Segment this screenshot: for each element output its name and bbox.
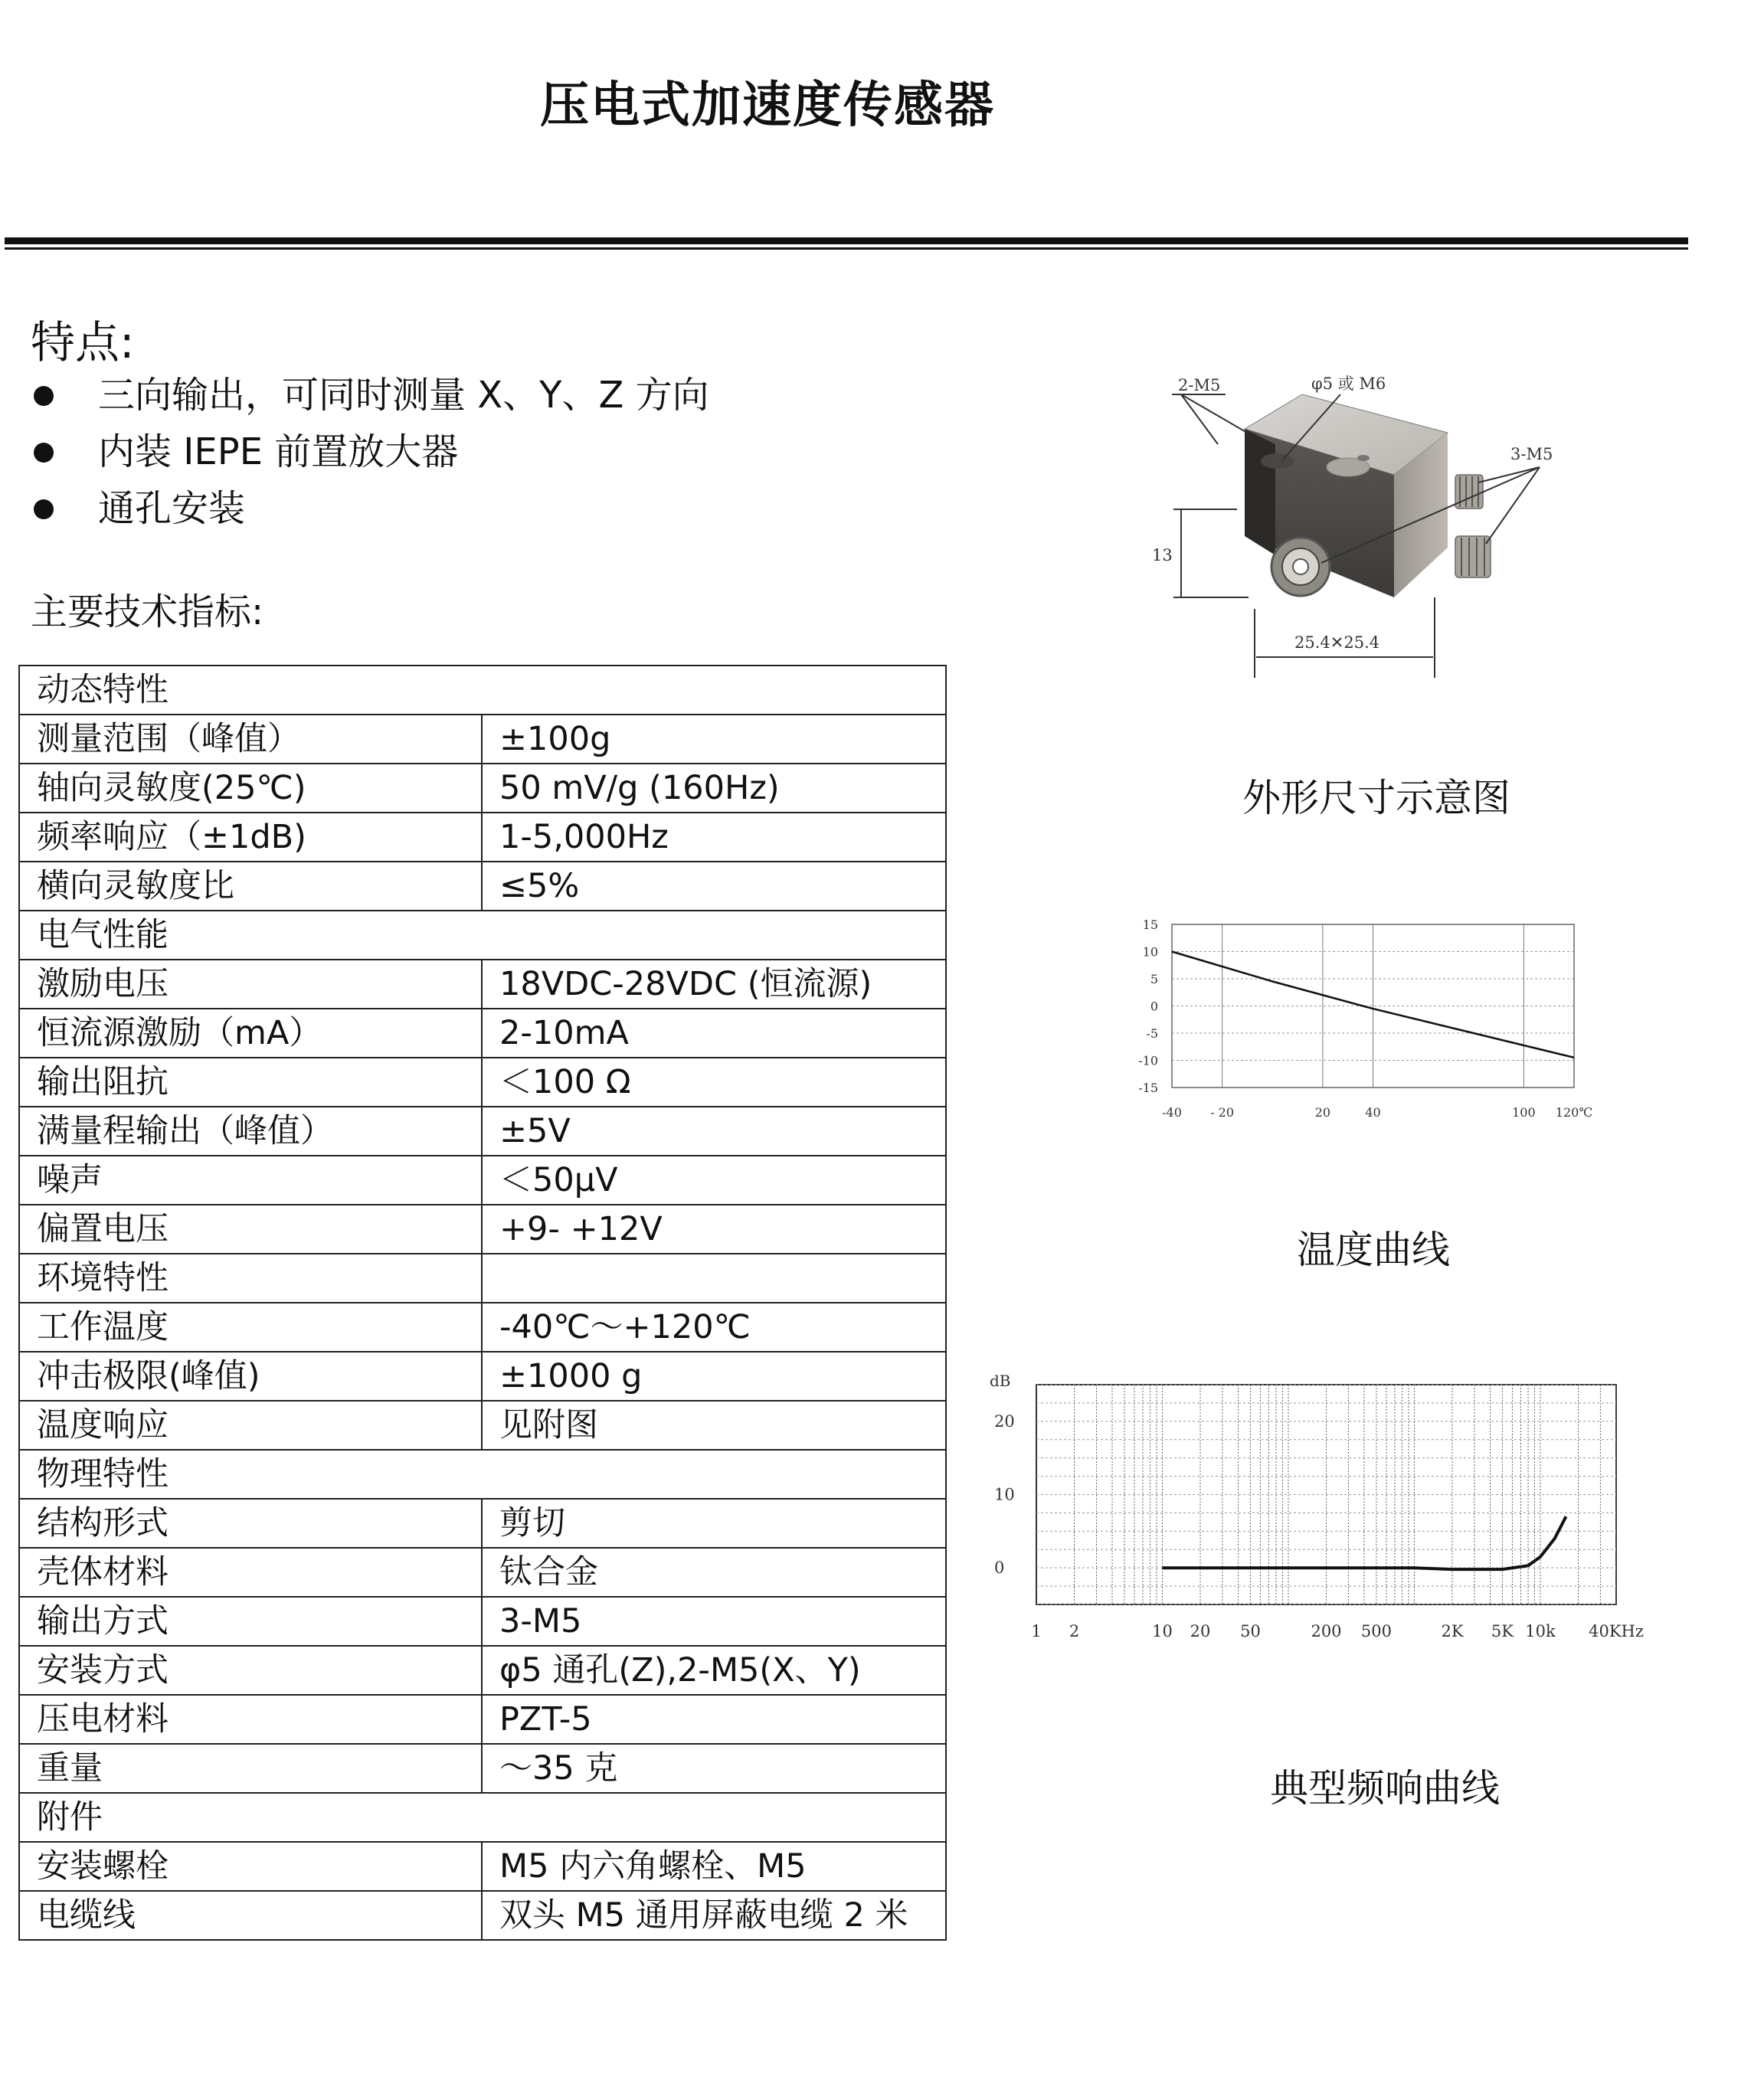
spec-value: +9- +12V [482, 1205, 946, 1254]
x-tick-label: 10 [1152, 1622, 1173, 1640]
spec-key: 横向灵敏度比 [19, 862, 482, 911]
y-tick-label: 10 [1142, 944, 1158, 960]
bullet-icon [34, 499, 54, 519]
spec-row [19, 1744, 946, 1793]
x-tick-label: - 20 [1210, 1105, 1235, 1120]
spec-key: 轴向灵敏度(25℃) [19, 764, 482, 813]
spec-key: 测量范围（峰值） [19, 715, 482, 764]
label-base: 25.4✕25.4 [1294, 633, 1380, 652]
x-tick-label: 40 [1365, 1105, 1381, 1120]
spec-value: ±5V [482, 1107, 946, 1156]
y-tick-label: 10 [994, 1485, 1015, 1504]
y-tick-label: 15 [1142, 917, 1158, 932]
spec-value: 剪切 [482, 1499, 946, 1548]
x-tick-label: 5K [1491, 1622, 1514, 1640]
spec-key: 安装方式 [19, 1646, 482, 1695]
spec-row [19, 1058, 946, 1107]
spec-key: 结构形式 [19, 1499, 482, 1548]
spec-key: 壳体材料 [19, 1548, 482, 1597]
x-tick-label: 20 [1190, 1622, 1211, 1640]
spec-value: ±100g [482, 715, 946, 764]
spec-row [19, 1499, 946, 1548]
feature-item: 内装 IEPE 前置放大器 [31, 429, 709, 486]
spec-value: ＜50μV [482, 1156, 946, 1205]
sensor-drawing [1141, 360, 1570, 689]
bullet-icon [34, 443, 54, 463]
frequency-chart-caption: 典型频响曲线 [1270, 1766, 1500, 1810]
y-tick-label: 0 [1150, 999, 1158, 1014]
spec-value: 钛合金 [482, 1548, 946, 1597]
spec-key: 冲击极限(峰值) [19, 1352, 482, 1401]
x-tick-label: 1 [1031, 1622, 1042, 1640]
sensor-body [1245, 394, 1491, 597]
spec-key: 频率响应（±1dB) [19, 813, 482, 862]
spec-key: 满量程输出（峰值） [19, 1107, 482, 1156]
spec-row [19, 1695, 946, 1744]
page-title: 压电式加速度传感器 [540, 77, 995, 134]
features-heading: 特点: [31, 316, 135, 368]
spec-row [19, 960, 946, 1009]
spec-key: 温度响应 [19, 1401, 482, 1450]
spec-row [19, 1352, 946, 1401]
spec-row [19, 1548, 946, 1597]
spec-value: 2-10mA [482, 1009, 946, 1058]
spec-value: 50 mV/g (160Hz) [482, 764, 946, 813]
spec-section-row [19, 1793, 946, 1842]
spec-value: M5 内六角螺栓、M5 [482, 1842, 946, 1891]
frequency-curve [1163, 1516, 1566, 1569]
spec-section-row [19, 1450, 946, 1499]
temperature-chart [1111, 908, 1609, 1137]
label-3-m5: 3-M5 [1510, 445, 1553, 463]
spec-value: ～35 克 [482, 1744, 946, 1793]
sensor-figure-caption: 外形尺寸示意图 [1242, 776, 1510, 820]
spec-value: 3-M5 [482, 1597, 946, 1646]
spec-value: ±1000 g [482, 1352, 946, 1401]
spec-section-title: 电气性能 [19, 911, 946, 960]
spec-value: 1-5,000Hz [482, 813, 946, 862]
spec-section-title: 动态特性 [19, 666, 946, 715]
spec-key: 重量 [19, 1744, 482, 1793]
spec-value [482, 1254, 946, 1303]
spec-row [19, 1009, 946, 1058]
label-height: 13 [1152, 546, 1173, 564]
spec-key: 压电材料 [19, 1695, 482, 1744]
spec-value: 18VDC-28VDC (恒流源) [482, 960, 946, 1009]
spec-row [19, 715, 946, 764]
spec-row [19, 1401, 946, 1450]
spec-row [19, 1205, 946, 1254]
spec-section-title: 物理特性 [19, 1450, 946, 1499]
x-tick-label: -40 [1162, 1105, 1182, 1120]
y-tick-label: 20 [994, 1411, 1015, 1431]
label-2-m5: 2-M5 [1178, 376, 1221, 394]
x-tick-label: 10k [1525, 1622, 1556, 1640]
y-axis-label: dB [990, 1372, 1011, 1390]
spec-section-row [19, 911, 946, 960]
spec-value: ＜100 Ω [482, 1058, 946, 1107]
y-tick-label: -5 [1146, 1026, 1158, 1041]
spec-key: 环境特性 [19, 1254, 482, 1303]
spec-key: 噪声 [19, 1156, 482, 1205]
y-tick-label: 0 [994, 1559, 1005, 1578]
header-rule [5, 237, 1688, 244]
spec-row [19, 813, 946, 862]
x-tick-label: 200 [1311, 1622, 1342, 1640]
spec-row [19, 1842, 946, 1891]
bullet-icon [34, 386, 54, 406]
spec-key: 偏置电压 [19, 1205, 482, 1254]
feature-item: 三向输出，可同时测量 X、Y、Z 方向 [31, 372, 709, 429]
spec-row [19, 1646, 946, 1695]
x-tick-label: 2 [1069, 1622, 1080, 1640]
y-tick-label: -15 [1138, 1081, 1158, 1095]
feature-item: 通孔安装 [31, 486, 709, 542]
spec-row [19, 862, 946, 911]
spec-key: 输出阻抗 [19, 1058, 482, 1107]
x-tick-label: 20 [1314, 1105, 1331, 1120]
temperature-chart-caption: 温度曲线 [1297, 1228, 1450, 1272]
spec-row [19, 764, 946, 813]
spec-value: -40℃～+120℃ [482, 1303, 946, 1352]
spec-section-title: 附件 [19, 1793, 946, 1842]
spec-row [19, 1156, 946, 1205]
frequency-chart [988, 1371, 1662, 1662]
spec-value: ≤5% [482, 862, 946, 911]
y-tick-label: -10 [1138, 1053, 1158, 1068]
header-rule-thin [5, 247, 1688, 250]
label-phi5-m6: φ5 或 M6 [1311, 375, 1386, 393]
x-tick-label: 100 [1512, 1105, 1536, 1120]
spec-row [19, 1597, 946, 1646]
x-tick-label: 120℃ [1555, 1105, 1593, 1120]
x-tick-label: 50 [1240, 1622, 1261, 1640]
spec-key: 激励电压 [19, 960, 482, 1009]
spec-key: 安装螺栓 [19, 1842, 482, 1891]
spec-row [19, 1254, 946, 1303]
x-tick-label: 500 [1360, 1622, 1393, 1640]
y-tick-label: 5 [1150, 972, 1158, 986]
spec-section-row [19, 666, 946, 715]
spec-row [19, 1303, 946, 1352]
spec-row [19, 1891, 946, 1940]
spec-value: PZT-5 [482, 1695, 946, 1744]
spec-value: φ5 通孔(Z),2-M5(X、Y) [482, 1646, 946, 1695]
spec-heading: 主要技术指标: [31, 590, 264, 633]
spec-row [19, 1107, 946, 1156]
spec-value: 见附图 [482, 1401, 946, 1450]
spec-table [18, 665, 947, 1941]
spec-key: 工作温度 [19, 1303, 482, 1352]
spec-key: 恒流源激励（mA） [19, 1009, 482, 1058]
x-tick-label: 2K [1441, 1622, 1464, 1640]
x-tick-label: 40KHz [1589, 1622, 1644, 1640]
features-list [31, 372, 709, 542]
spec-key: 电缆线 [19, 1891, 482, 1940]
spec-value: 双头 M5 通用屏蔽电缆 2 米 [482, 1891, 946, 1940]
spec-key: 输出方式 [19, 1597, 482, 1646]
